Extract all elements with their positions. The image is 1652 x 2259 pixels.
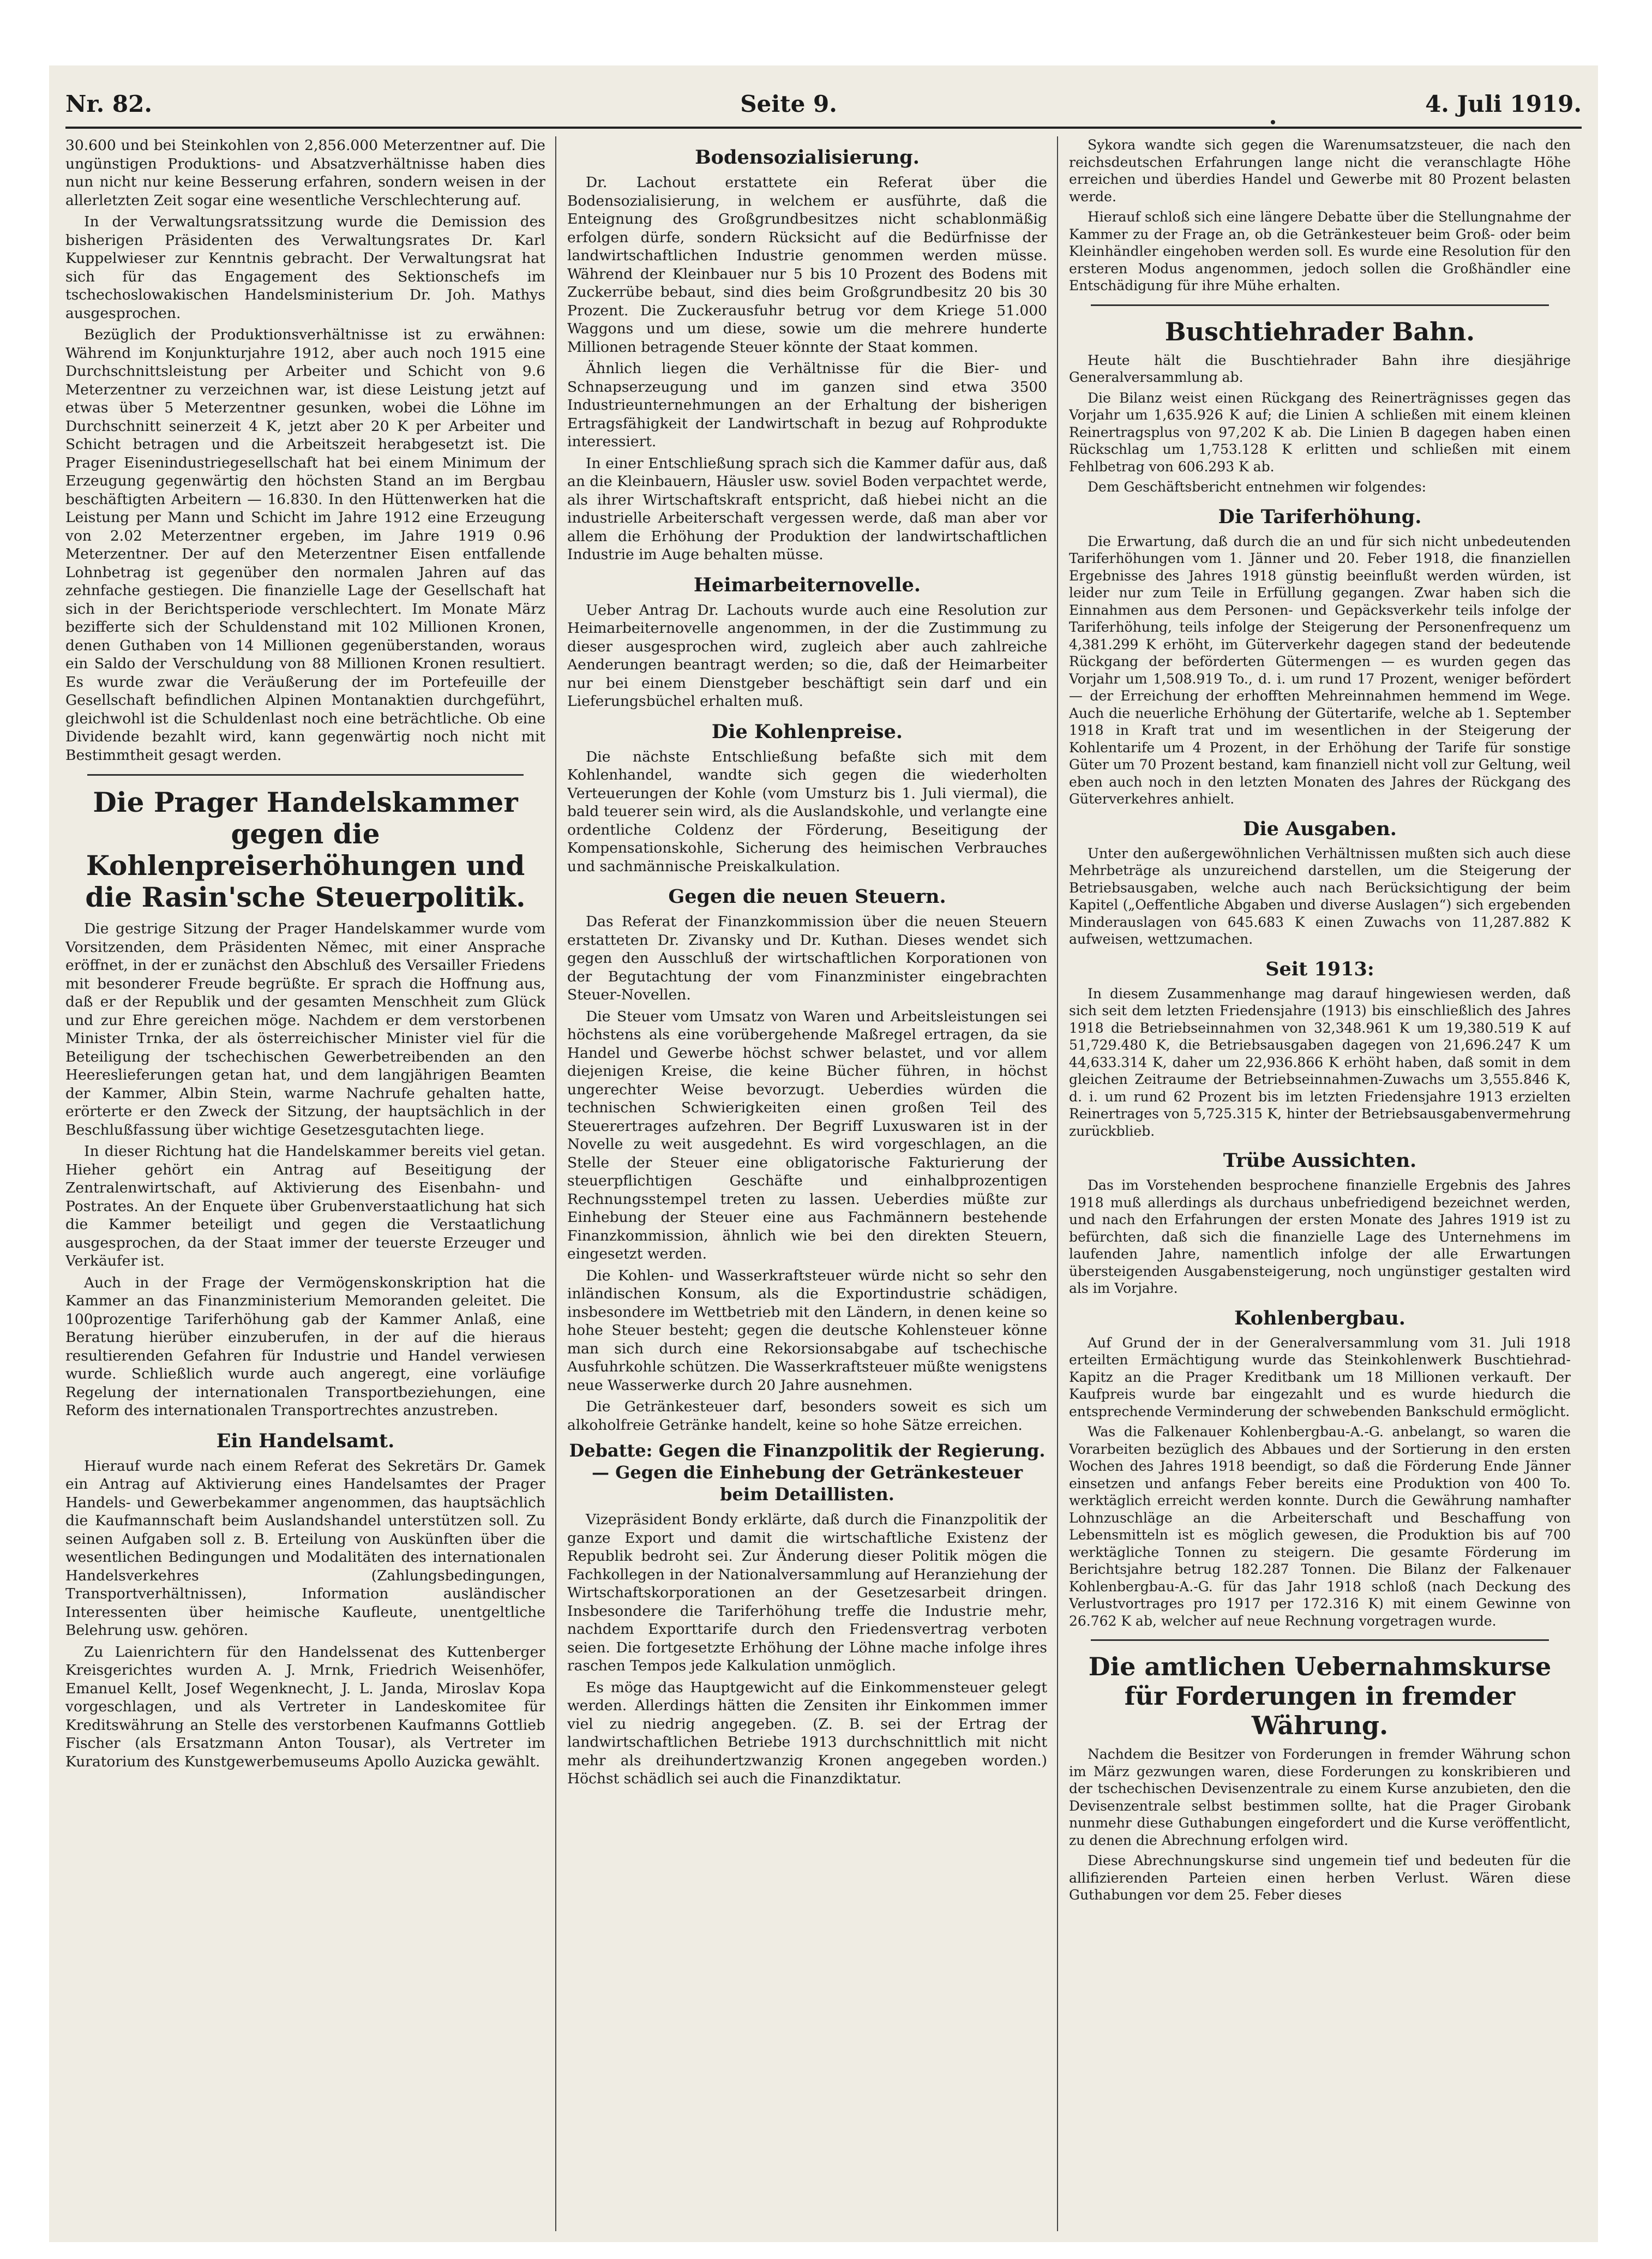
article-paragraph: Auch in der Frage der Vermögenskonskription hat die Kammer an das Finanzministerium Memoranden geleitet. Die 100prozentige Tariferhöhung gab der Kammer Anlaß, eine Beratung hierüber einzuberufen, in der auf die hieraus resultierenden Gefahren für Industrie und Handel verwiesen wurde. Schließlich wurde auch angeregt, eine vorläufige Regelung der internationalen Transportbeziehungen, eine Reform des internationalen Transportrechtes anzustreben. bbox=[65, 1274, 545, 1419]
article-paragraph: Sykora wandte sich gegen die Warenumsatzsteuer, die nach den reichsdeutschen Erfahrungen lange nicht die veranschlagte Höhe erreichen und überdies Handel und Gewerbe mit 80 Prozent belasten werde. bbox=[1069, 137, 1571, 205]
scan-margin bbox=[1630, 0, 1652, 2259]
article-separator bbox=[1091, 1639, 1549, 1641]
article-paragraph: Hierauf schloß sich eine längere Debatte über die Stellungnahme der Kammer zu der Frage an, ob die Getränkesteuer beim Groß- oder beim Kleinhändler eingehoben werden soll. Es wurde eine Resolution für den ersteren Modus angenommen, jedoch sollen die Großhändler eine Entschädigung für ihre Mühe erhalten. bbox=[1069, 209, 1571, 293]
article-paragraph: In dieser Richtung hat die Handelskammer bereits viel getan. Hieher gehört ein Antrag auf Beseitigung der Zentralenwirtschaft, auf Aktivierung des Eisenbahn- und Postrates. An der Enquete über Grubenverstaatlichung hat sich die Kammer beteiligt und gegen die Verstaatlichung ausgesprochen, da der Staat immer der teuerste Erzeuger und Verkäufer ist. bbox=[65, 1143, 545, 1269]
page-number: Seite 9. bbox=[740, 90, 837, 117]
article-paragraph: Ueber Antrag Dr. Lachouts wurde auch eine Resolution zur Heimarbeiternovelle angenommen, in der die Zustimmung zu dieser ausgesprochen wird, zugleich aber auch zahlreiche Aenderungen beantragt werden; so die, daß der Heimarbeiter nur bei einem Dienstgeber beschäftigt sein darf und ein Lieferungsbüchel erhalten muß. bbox=[567, 601, 1047, 710]
section-heading: Trübe Aussichten. bbox=[1223, 1149, 1417, 1172]
section-heading: Die Ausgaben. bbox=[1243, 817, 1397, 840]
newspaper-page bbox=[49, 65, 1598, 2242]
article-paragraph: Das Referat der Finanzkommission über die neuen Steuern erstatteten Dr. Zivansky und Dr. Kuthan. Dieses wendet sich gegen den Ausschluß der wirtschaftlichen Korporationen von der Begutachtung der vom Finanzminister eingebrachten Steuer-Novellen. bbox=[567, 913, 1047, 1003]
article-paragraph: Ähnlich liegen die Verhältnisse für die Bier- und Schnapserzeugung und im ganzen sind etwa 3500 Industrieunternehmungen an der Erhaltung der bisherigen Ertragsfähigkeit der Landwirtschaft in bezug auf Rohprodukte interessiert. bbox=[567, 360, 1047, 450]
article-separator bbox=[1091, 304, 1549, 306]
article-paragraph: Die Steuer vom Umsatz von Waren und Arbeitsleistungen sei höchstens als eine vorübergehende Maßregel ertragen, da sie Handel und Gewerbe höchst schwer belastet, und vor allem diejenigen Kreise, die keine Bücher führen, in höchst ungerechter Weise bevorzugt. Ueberdies würden die technischen Schwierigkeiten einen großen Teil des Steuerertrages aufzehren. Der Begriff Luxuswaren ist in der Novelle zu weit ausgedehnt. Es wird vorgeschlagen, an die Stelle der Steuer eine obligatorische Fakturierung der steuerpflichtigen Geschäfte und einhalbprozentigen Rechnungsstempel treten zu lassen. Ueberdies müßte zur Einhebung der Steuer eine aus Fachmännern bestehende Finanzkommission, ähnlich wie bei den direkten Steuern, eingesetzt werden. bbox=[567, 1008, 1047, 1262]
article-paragraph: In einer Entschließung sprach sich die Kammer dafür aus, daß an die Kleinbauern, Häusler usw. soviel Boden verpachtet werde, als ihrer Wirtschaftskraft entspricht, daß hiebei nicht an die industrielle Arbeiterschaft vergessen werde, daß man aber vor allem die Erhöhung der Produktion der landwirtschaftlichen Industrie im Auge behalten müsse. bbox=[567, 454, 1047, 563]
article-paragraph: Heute hält die Buschtiehrader Bahn ihre diesjährige Generalversammlung ab. bbox=[1069, 352, 1571, 385]
article-paragraph: Dr. Lachout erstattete ein Referat über die Bodensozialisierung, in welchem er ausführte, daß die Enteignung des Großgrundbesitzes nicht schablonmäßig erfolgen dürfe, sondern Rücksicht auf die Bedürfnisse der landwirtschaftlichen Industrie genommen werden müsse. Während der Kleinbauer nur 5 bis 10 Prozent des Bodens mit Zuckerrübe bebaut, sind dies beim Großgrundbesitz 20 bis 30 Prozent. Die Zuckerausfuhr betrug vor dem Kriege 51.000 Waggons und um diese, sowie um die mehrere hunderte Millionen betragende Steuer könnte der Staat kommen. bbox=[567, 174, 1047, 356]
column-1 bbox=[65, 136, 545, 2237]
issue-date: 4. Juli 1919. bbox=[1425, 90, 1582, 117]
article-paragraph: Hierauf wurde nach einem Referat des Sekretärs Dr. Gamek ein Antrag auf Aktivierung eines Handelsamtes der Prager Handels- und Gewerbekammer angenommen, das hauptsächlich die Kaufmannschaft beim Auslandshandel unterstützen soll. Zu seinen Aufgaben soll z. B. Erteilung von Auskünften über die wesentlichen Bedingungen und Modalitäten des internationalen Handelsverkehres (Zahlungsbedingungen, Transportverhältnissen), Information ausländischer Interessenten über heimische Kaufleute, unentgeltliche Belehrung usw. gehören. bbox=[65, 1457, 545, 1639]
column-3 bbox=[1069, 136, 1571, 2237]
article-paragraph: Die nächste Entschließung befaßte sich mit dem Kohlenhandel, wandte sich gegen die wiederholten Verteuerungen der Kohle (vom Umsturz bis 1. Juli viermal), die bald teuerer sein wird, als die Auslandskohle, und verlangte eine ordentliche Coldenz der Förderung, Beseitigung der Kompensationskohle, Sicherung des heimischen Verbrauches und sachmännische Preiskalkulation. bbox=[567, 748, 1047, 875]
article-paragraph: Diese Abrechnungskurse sind ungemein tief und bedeuten für die allifizierenden Parteien einen herben Verlust. Wären diese Guthabungen vor dem 25. Feber dieses bbox=[1069, 1853, 1571, 1903]
section-heading: Ein Handelsamt. bbox=[216, 1429, 395, 1452]
article-paragraph: Die Kohlen- und Wasserkraftsteuer würde nicht so sehr den inländischen Konsum, als die Exportindustrie schädigen, insbesondere im Wettbetrieb mit den Ländern, in denen keine so hohe Steuer besteht; gegen die deutsche Kohlensteuer könne man sich durch eine Rekorsionsabgabe auf tschechische Ausfuhrkohle schützen. Die Wasserkraftsteuer müßte wenigstens neue Wasserwerke durch 20 Jahre ausnehmen. bbox=[567, 1267, 1047, 1394]
column-2 bbox=[567, 136, 1047, 2237]
column-divider bbox=[555, 136, 556, 2231]
article-paragraph: Zu Laienrichtern für den Handelssenat des Kuttenberger Kreisgerichtes wurden A. J. Mrnk, Friedrich Weisenhöfer, Emanuel Kellt, Josef Wegenknecht, J. L. Janda, Miroslav Kopa vorgeschlagen, und als Vertreter in Landeskomitee für Kreditswährung an Stelle des verstorbenen Kaufmanns Gottlieb Fischer (als Ersatzmann Anton Tousar), als Vertreter im Kuratorium des Kunstgewerbemuseums Apollo Auzicka gewählt. bbox=[65, 1643, 545, 1770]
section-heading: Die Tariferhöhung. bbox=[1218, 505, 1422, 528]
article-paragraph: In diesem Zusammenhange mag darauf hingewiesen werden, daß sich seit dem letzten Friedensjahre (1913) bis einschließlich des Jahres 1918 die Betriebseinnahmen von 32,348.961 K um 19,380.519 K auf 51,729.480 K, die Betriebsausgaben dagegen von 21,696.247 K um 44,633.314 K, daher um 22,936.866 K erhöht haben, daß somit in dem gleichen Zeitraume der Betriebseinnahmen-Zuwachs um 3,555.846 K, d. i. um rund 62 Prozent bis im letzten Friedensjahre 1913 erzielten Reinertrages von 5,725.315 K, hinter der Betriebsausgabenvermehrung zurückblieb. bbox=[1069, 985, 1571, 1139]
article-paragraph: 30.600 und bei Steinkohlen von 2,856.000 Meterzentner auf. Die ungünstigen Produktions- und Absatzverhältnisse haben dies nun nicht nur keine Besserung erfahren, sondern weisen in der allerletzten Zeit sogar eine wesentliche Verschlechterung auf. bbox=[65, 137, 545, 209]
article-paragraph: In der Verwaltungsratssitzung wurde die Demission des bisherigen Präsidenten des Verwaltungsrates Dr. Karl Kuppelwieser zur Kenntnis gebracht. Der Verwaltungsrat hat sich für das Engagement des Sektionschefs im tschechoslowakischen Handelsministerium Dr. Joh. Mathys ausgesprochen. bbox=[65, 213, 545, 322]
article-headline: Die amtlichen Uebernahmskurse für Forderungen in fremder Währung. bbox=[1088, 1652, 1552, 1740]
header-rule bbox=[65, 127, 1582, 129]
issue-number: Nr. 82. bbox=[65, 90, 152, 117]
article-paragraph: Die gestrige Sitzung der Prager Handelskammer wurde vom Vorsitzenden, dem Präsidenten Němec, mit einer Ansprache eröffnet, in der er zunächst den Abschluß des Versailler Friedens mit besonderer Freude begrüßte. Er sprach die Hoffnung aus, daß er der Republik und der gesamten Menschheit zum Glück und zur Ehre gereichen möge. Nachdem er dem verstorbenen Minister Trnka, der als österreichischer Minister viel für die Beteiligung der tschechischen Gewerbetreibenden an den Heereslieferungen getan hat, und dem langjährigen Beamten der Kammer, Albin Stein, warme Nachrufe gehalten hatte, erörterte er den Zweck der Sitzung, der hauptsächlich in der Beschlußfassung über wichtige Gesetzesgutachten liege. bbox=[65, 920, 545, 1139]
section-heading: Debatte: Gegen die Finanzpolitik der Regierung. — Gegen die Einhebung der Getränkesteuer beim Detaillisten. bbox=[569, 1440, 1046, 1505]
article-paragraph: Unter den außergewöhnlichen Verhältnissen mußten sich auch diese Mehrbeträge als unzureichend darstellen, um die Steigerung der Betriebsausgaben, welche auch nach Berücksichtigung der beim Kapitel („Oeffentliche Abgaben und diverse Auslagen“) sich ergebenden Minderauslagen von 645.683 K einen Zuwachs von 11,287.882 K aufweisen, wettzumachen. bbox=[1069, 845, 1571, 947]
article-paragraph: Dem Geschäftsbericht entnehmen wir folgendes: bbox=[1088, 479, 1427, 495]
section-heading: Bodensozialisierung. bbox=[695, 146, 920, 169]
article-paragraph: Das im Vorstehenden besprochene finanzielle Ergebnis des Jahres 1918 muß allerdings als durchaus unbefriedigend bezeichnet werden, und nach den Erfahrungen der ersten Monate des Jahres 1919 ist zu befürchten, daß sich die finanzielle Lage des Unternehmens im laufenden Jahre, namentlich infolge der alle Erwartungen übersteigenden Ausgabensteigerung, noch ungünstiger gestalten wird als im Vorjahre. bbox=[1069, 1177, 1571, 1296]
section-heading: Gegen die neuen Steuern. bbox=[668, 885, 946, 908]
article-separator bbox=[87, 774, 524, 776]
article-paragraph: Die Getränkesteuer darf, besonders soweit es sich um alkoholfreie Getränke handelt, keine so hohe Sätze erreichen. bbox=[567, 1398, 1047, 1434]
column-divider bbox=[1057, 136, 1058, 2231]
article-paragraph: Bezüglich der Produktionsverhältnisse ist zu erwähnen: Während im Konjunkturjahre 1912, aber auch noch 1915 eine Durchschnittsleistung per Arbeiter und Schicht von 9.6 Meterzentner zu verzeichnen war, ist diese Leistung jetzt auf etwas über 5 Meterzentner gesunken, wobei die Löhne im Durchschnitt seinerzeit 4 K, jetzt aber 20 K per Arbeiter und Schicht betragen und die Arbeitszeit herabgesetzt ist. Die Prager Eisenindustriegesellschaft hat bei einem Minimum der Erzeugung gegenwärtig den höchsten Stand an im Bergbau beschäftigten Arbeitern — 16.830. In den Hüttenwerken hat die Leistung per Mann und Schicht im Jahre 1912 eine Erzeugung von 2.02 Meterzentner ergeben, im Jahre 1919 0.96 Meterzentner. Der auf den Meterzentner Eisen entfallende Lohnbetrag ist gegenüber den normalen Jahren auf das zehnfache gestiegen. Die finanzielle Lage der Gesellschaft hat sich in der Berichtsperiode verschlechtert. Im Monate März bezifferte sich der Schuldenstand mit 102 Millionen Kronen, denen Guthaben von 14 Millionen gegenüberstanden, woraus ein Saldo der Verschuldung von 88 Millionen Kronen resultiert. Es wurde zwar die Veräußerung der im Portefeuille der Gesellschaft befindlichen Alpinen Montanaktien durchgeführt, gleichwohl ist die Schuldenlast noch eine beträchtliche. Ob eine Dividende bezahlt wird, kann gegenwärtig noch nicht mit Bestimmtheit gesagt werden. bbox=[65, 326, 545, 764]
article-paragraph: Die Bilanz weist einen Rückgang des Reinerträgnisses gegen das Vorjahr um 1,635.926 K auf; die Linien A schließen mit einem kleinen Reinertragsplus von 97,202 K ab. Die Linien B dagegen haben einen Rückschlag um 1,753.128 K erlitten und schließen mit einem Fehlbetrag von 606.293 K ab. bbox=[1069, 390, 1571, 475]
article-paragraph: Nachdem die Besitzer von Forderungen in fremder Währung schon im März gezwungen waren, diese Forderungen zu konskribieren und der tschechischen Devisenzentrale zu einem Kurse anzubieten, den die Devisenzentrale selbst bestimmen sollte, hat die Prager Girobank nunmehr diese Guthabungen eingefordert und die Kurse veröffentlicht, zu denen die Abrechnung erfolgen wird. bbox=[1069, 1746, 1571, 1848]
section-heading: Seit 1913: bbox=[1265, 957, 1374, 980]
article-paragraph: Vizepräsident Bondy erklärte, daß durch die Finanzpolitik der ganze Export und damit die wirtschaftliche Existenz der Republik bedroht sei. Zur Änderung dieser Politik mögen die Fachkollegen in der Nationalversammlung auf Heranziehung der Wirtschaftskorporationen an der Gesetzesarbeit dringen. Insbesondere die Tariferhöhung treffe die Industrie mehr, nachdem Exporttarife durch den Friedensvertrag verboten seien. Die fortgesetzte Erhöhung der Löhne mache infolge ihres raschen Tempos jede Kalkulation unmöglich. bbox=[567, 1511, 1047, 1674]
section-heading: Kohlenbergbau. bbox=[1234, 1307, 1405, 1329]
article-paragraph: Was die Falkenauer Kohlenbergbau-A.-G. anbelangt, so waren die Vorarbeiten bezüglich des Abbaues und der Sortierung in den ersten Wochen des Jahres 1918 beendigt, so daß die Förderung Ende Jänner einsetzen und anfangs Feber bereits eine Produktion von 400 To. werktäglich erreicht werden konnte. Durch die Gewährung namhafter Lohnzuschläge an die Arbeiterschaft und Beschaffung von Lebensmitteln ist es möglich gewesen, die Produktion bis auf 700 werktägliche Tonnen zu steigern. Die gesamte Förderung im Berichtsjahre betrug 182.287 Tonnen. Die Bilanz der Falkenauer Kohlenbergbau-A.-G. für das Jahr 1918 schloß (nach Deckung des Verlustvortrages pro 1917 per 172.316 K) mit einem Gewinne von 26.762 K ab, welcher auf neue Rechnung vorgetragen wurde. bbox=[1069, 1424, 1571, 1629]
article-headline: Buschtiehrader Bahn. bbox=[1164, 316, 1475, 346]
article-headline: Die Prager Handelskammer gegen die Kohlenpreiserhöhungen und die Rasin'sche Steuerpolitik. bbox=[85, 786, 526, 913]
article-paragraph: Die Erwartung, daß durch die an und für sich nicht unbedeutenden Tariferhöhungen vom 1. Jänner und 20. Feber 1918, die finanziellen Ergebnisse des Jahres 1918 günstig beeinflußt werden würden, ist leider nur zum Teile in Erfüllung gegangen. Zwar haben sich die Einnahmen aus dem Personen- und Gepäcksverkehr teils infolge der Tariferhöhung, teils infolge der Steigerung der Personenfrequenz um 4,381.299 K erhöht, im Güterverkehr dagegen stand der bedeutende Rückgang der beförderten Gütermengen — es wurden gegen das Vorjahr um 1,508.919 To., d. i. um rund 17 Prozent, weniger befördert — der Erreichung der erhofften Mehreinnahmen hemmend im Wege. Auch die neuerliche Erhöhung der Gütertarife, welche ab 1. September 1918 in Kraft trat und im wesentlichen in der Steigerung der Kohlentarife um 4 Prozent, in der Erhöhung der Tarife für sonstige Güter um 70 Prozent bestand, kam finanziell nicht voll zur Geltung, weil eben auch noch in den letzten Monaten des Jahres der Rückgang des Güterverkehres anhielt. bbox=[1069, 533, 1571, 807]
section-heading: Die Kohlenpreise. bbox=[711, 720, 903, 743]
page-header bbox=[65, 76, 1582, 131]
article-paragraph: Es möge das Hauptgewicht auf die Einkommensteuer gelegt werden. Allerdings hätten die Zensiten ihr Einkommen immer viel zu niedrig angegeben. (Z. B. sei der Ertrag der landwirtschaftlichen Betriebe 1913 durchschnittlich mit nicht mehr als dreihundertzwanzig Kronen angegeben worden.) Höchst schädlich sei auch die Finanzdiktatur. bbox=[567, 1679, 1047, 1787]
section-heading: Heimarbeiternovelle. bbox=[693, 573, 921, 596]
article-paragraph: Auf Grund der in der Generalversammlung vom 31. Juli 1918 erteilten Ermächtigung wurde das Steinkohlenwerk Buschtiehrad-Kapitz an die Prager Kreditbank um 18 Millionen verkauft. Der Kaufpreis wurde bar eingezahlt und es wurde hiedurch die entsprechende Verminderung der schwebenden Bankschuld ermöglicht. bbox=[1069, 1334, 1571, 1419]
